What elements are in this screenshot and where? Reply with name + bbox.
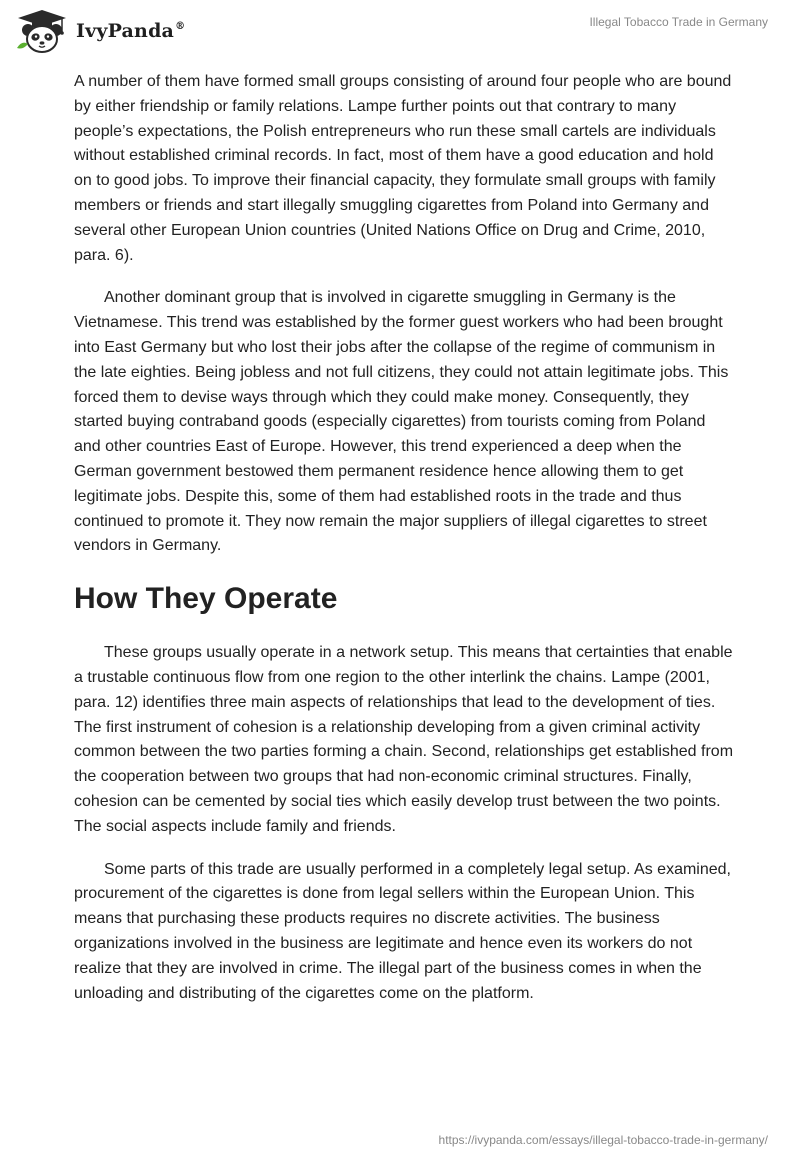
section-heading: How They Operate (74, 582, 338, 616)
article-body (74, 70, 734, 1006)
brand-name-text: IvyPanda (76, 20, 175, 42)
article-paragraph: A number of them have formed small groups consisting of around four people who are bound by either friendship or family relations. Lampe further points out that contrary to many people’s expectations, the Polish entrepreneurs who run these small cartels are individuals without established criminal records. In fact, most of them have a good education and hold on to good jobs. To improve their financial capacity, they formulate small groups with family members or friends and start illegally smuggling cigarettes from Poland into Germany and several other European Union countries (United Nations Office on Drug and Crime, 2010, para. 6). (74, 73, 732, 264)
article-paragraph: Some parts of this trade are usually performed in a completely legal setup. As examined, procurement of the cigarettes is done from legal sellers within the European Union. This means that purchasing these products requires no discrete activities. The business organizations involved in the business are legitimate and hence even its workers do not realize that they are involved in crime. The illegal part of the business comes in when the unloading and distributing of the cigarettes come on the platform. (74, 860, 731, 1002)
document-title: Illegal Tobacco Trade in Germany (589, 15, 768, 29)
source-url[interactable]: https://ivypanda.com/essays/illegal-tobacco-trade-in-germany/ (438, 1133, 768, 1147)
article-paragraph: Another dominant group that is involved in cigarette smuggling in Germany is the Vietnamese. This trend was established by the former guest workers who had been brought into East Germany but who lost their jobs after the collapse of the regime of communism in the late eighties. Being jobless and not full citizens, they could not attain legitimate jobs. This forced them to devise ways through which they could make money. Consequently, they started buying contraband goods (especially cigarettes) from tourists coming from Poland and other countries East of Europe. However, this trend experienced a deep when the German government bestowed them permanent residence hence allowing them to get legitimate jobs. Despite this, some of them had established roots in the trade and thus continued to promote it. They now remain the major suppliers of illegal cigarettes to street vendors in Germany. (74, 289, 729, 555)
article-paragraph: These groups usually operate in a network setup. This means that certainties that enable a trustable continuous flow from one region to the other interlink the chains. Lampe (2001, para. 12) identifies three main aspects of relationships that lead to the development of ties. The first instrument of cohesion is a relationship developing from a given criminal activity common between the two parties forming a chain. Second, relationships get established from the cooperation between two groups that had non-economic criminal structures. Finally, cohesion can be cemented by social ties which easily develop trust between the two points. The social aspects include family and friends. (74, 644, 734, 835)
panda-graduate-icon (14, 8, 70, 54)
registered-mark: ® (175, 21, 186, 32)
brand-name (76, 20, 185, 42)
page-header (0, 0, 800, 56)
brand-logo-link[interactable] (14, 8, 185, 54)
